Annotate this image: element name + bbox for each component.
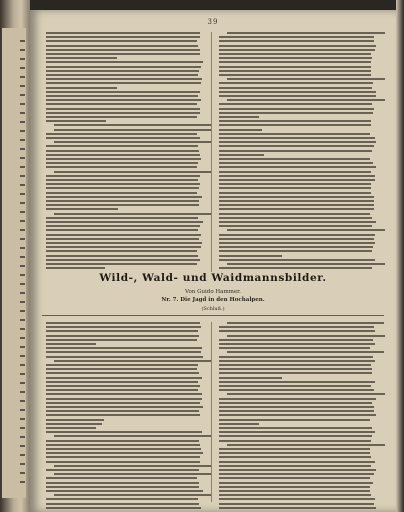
gutter-text-fragment: [20, 130, 25, 132]
gutter-text-fragment: [20, 58, 25, 60]
gutter-text-fragment: [20, 409, 25, 411]
text-line: [46, 393, 202, 395]
gutter-text-fragment: [20, 427, 25, 429]
text-line: [46, 192, 197, 194]
gutter-text-fragment: [20, 94, 25, 96]
text-line: [46, 398, 202, 400]
text-line: [46, 469, 199, 471]
text-line: [219, 70, 371, 72]
text-line: [46, 217, 198, 219]
page-edge-shadow: [396, 0, 404, 512]
text-line: [46, 406, 203, 408]
gutter-text-fragment: [20, 301, 25, 303]
article-title: Wild-, Wald- und Waidmannsbilder.: [99, 272, 327, 284]
gutter-text-fragment: [20, 238, 25, 240]
text-line: [219, 246, 373, 248]
text-line: [219, 154, 264, 156]
text-line: [46, 70, 199, 72]
text-line: [219, 431, 375, 433]
text-line: [219, 473, 374, 475]
gutter-text-fragment: [20, 283, 25, 285]
article-author: Von Guido Hammer.: [185, 289, 241, 295]
gutter-text-fragment: [20, 463, 25, 465]
text-line: [46, 452, 203, 454]
gutter-text-fragment: [20, 328, 25, 330]
text-line: [46, 162, 198, 164]
gutter-text-fragment: [20, 193, 25, 195]
text-line: [219, 381, 375, 383]
text-line: [219, 330, 375, 332]
text-line: [46, 154, 200, 156]
text-line: [219, 469, 376, 471]
text-line: [46, 40, 197, 42]
text-line: [46, 108, 200, 110]
article-section: Nr. 7. Die Jagd in den Hochalpen.: [161, 297, 265, 303]
text-line: [219, 503, 374, 505]
gutter-text-fragment: [20, 454, 25, 456]
text-line: [46, 183, 200, 185]
text-line: [54, 360, 212, 362]
text-line: [219, 347, 370, 349]
text-line: [227, 322, 384, 324]
text-line: [46, 461, 200, 463]
gutter-text-fragment: [20, 121, 25, 123]
text-line: [219, 494, 371, 496]
text-line: [219, 238, 374, 240]
gutter-text-fragment: [20, 265, 25, 267]
text-line: [46, 423, 102, 425]
text-line: [46, 120, 106, 122]
text-line: [46, 179, 198, 181]
text-line: [54, 129, 212, 131]
column-divider: [211, 32, 212, 272]
text-line: [46, 482, 199, 484]
gutter-text-fragment: [20, 364, 25, 366]
gutter-text-fragment: [20, 85, 25, 87]
text-column-right-bottom: [219, 322, 377, 507]
gutter-text-fragment: [20, 148, 25, 150]
text-line: [46, 66, 201, 68]
text-line: [227, 32, 385, 34]
text-column-right-top: [219, 32, 377, 287]
gutter-text-fragment: [20, 103, 25, 105]
gutter-text-fragment: [20, 481, 25, 483]
text-line: [219, 461, 375, 463]
text-line: [219, 406, 374, 408]
text-line: [46, 221, 203, 223]
text-line: [219, 183, 371, 185]
text-line: [219, 57, 372, 59]
text-line: [46, 45, 198, 47]
gutter-text-fragment: [20, 256, 25, 258]
text-line: [54, 171, 212, 173]
gutter-text-fragment: [20, 166, 25, 168]
text-line: [46, 440, 199, 442]
text-line: [46, 238, 199, 240]
text-line: [219, 486, 370, 488]
text-line: [46, 410, 199, 412]
text-line: [219, 339, 373, 341]
gutter-text-fragment: [20, 400, 25, 402]
text-column-left-top: [46, 32, 204, 287]
text-line: [46, 503, 199, 505]
text-line: [219, 124, 371, 126]
text-line: [46, 78, 202, 80]
text-line: [46, 196, 202, 198]
text-line: [46, 53, 200, 55]
text-line: [46, 74, 198, 76]
text-line: [219, 440, 371, 442]
text-line: [46, 150, 199, 152]
text-line: [46, 347, 202, 349]
text-line: [219, 398, 376, 400]
text-line: [46, 187, 199, 189]
text-line: [219, 61, 371, 63]
text-line: [219, 74, 371, 76]
text-line: [219, 204, 374, 206]
text-line: [54, 124, 212, 126]
article-continuation: (Schluß.): [201, 306, 225, 312]
text-line: [46, 250, 197, 252]
text-line: [46, 377, 202, 379]
text-line: [219, 208, 374, 210]
text-line: [219, 129, 262, 131]
text-line: [46, 330, 198, 332]
gutter-text-fragment: [20, 319, 25, 321]
gutter-text-fragment: [20, 292, 25, 294]
text-line: [219, 242, 375, 244]
text-line: [46, 498, 198, 500]
text-line: [219, 423, 259, 425]
gutter-text-fragment: [20, 40, 25, 42]
text-line: [54, 494, 212, 496]
text-line: [46, 490, 203, 492]
text-line: [227, 99, 385, 101]
gutter-text-fragment: [20, 76, 25, 78]
gutter-text-fragment: [20, 355, 25, 357]
text-line: [46, 326, 201, 328]
gutter-text-fragment: [20, 202, 25, 204]
text-line: [46, 335, 199, 337]
text-line: [46, 402, 200, 404]
text-line: [219, 217, 372, 219]
text-line: [46, 263, 197, 265]
text-line: [219, 343, 375, 345]
text-line: [227, 444, 385, 446]
text-line: [219, 498, 375, 500]
text-line: [219, 364, 371, 366]
text-line: [46, 36, 200, 38]
text-line: [46, 137, 200, 139]
text-line: [219, 116, 259, 118]
text-line: [46, 49, 200, 51]
text-line: [46, 259, 200, 261]
text-line: [219, 166, 376, 168]
text-line: [227, 335, 385, 337]
text-line: [219, 87, 372, 89]
text-line: [219, 221, 376, 223]
text-line: [219, 402, 372, 404]
gutter-text-fragment: [20, 67, 25, 69]
text-line: [219, 465, 371, 467]
text-line: [219, 200, 374, 202]
text-line: [219, 435, 372, 437]
text-line: [46, 343, 96, 345]
text-line: [219, 234, 375, 236]
text-line: [46, 456, 200, 458]
text-line: [219, 150, 372, 152]
text-line: [46, 385, 200, 387]
text-line: [219, 49, 375, 51]
text-line: [219, 255, 282, 257]
gutter-text-fragment: [20, 472, 25, 474]
text-line: [46, 427, 96, 429]
gutter-text-fragment: [20, 247, 25, 249]
text-line: [46, 158, 201, 160]
text-line: [219, 452, 370, 454]
gutter-text-fragment: [20, 274, 25, 276]
text-line: [46, 61, 203, 63]
text-line: [54, 213, 211, 215]
text-line: [46, 91, 200, 93]
text-line: [46, 225, 200, 227]
text-line: [219, 490, 370, 492]
gutter-text-fragment: [20, 184, 25, 186]
text-line: [219, 66, 371, 68]
gutter-text-fragment: [20, 220, 25, 222]
text-line: [46, 82, 201, 84]
document-page: [30, 10, 396, 512]
text-line: [46, 486, 199, 488]
gutter-text-fragment: [20, 391, 25, 393]
text-line: [219, 507, 376, 509]
text-line: [219, 213, 370, 215]
gutter-text-fragment: [20, 382, 25, 384]
text-line: [46, 381, 198, 383]
text-line: [219, 171, 371, 173]
text-line: [227, 78, 385, 80]
text-line: [219, 356, 373, 358]
text-line: [227, 393, 385, 395]
text-line: [219, 419, 370, 421]
gutter-text-fragment: [20, 346, 25, 348]
text-line: [219, 108, 374, 110]
gutter-text-fragment: [20, 418, 25, 420]
text-line: [219, 385, 371, 387]
text-line: [219, 103, 372, 105]
text-line: [219, 95, 376, 97]
text-line: [219, 410, 374, 412]
gutter-text-fragment: [20, 436, 25, 438]
column-divider-lower: [211, 322, 212, 502]
text-line: [46, 145, 198, 147]
text-line: [46, 103, 197, 105]
text-line: [46, 133, 197, 135]
page-number: 39: [207, 18, 219, 26]
text-line: [46, 95, 198, 97]
text-line: [219, 192, 371, 194]
text-line: [46, 368, 197, 370]
text-line: [46, 175, 200, 177]
text-line: [46, 112, 200, 114]
text-line: [46, 99, 201, 101]
text-line: [46, 351, 201, 353]
text-line: [46, 372, 199, 374]
text-line: [219, 360, 375, 362]
text-line: [46, 116, 197, 118]
text-line: [46, 507, 201, 509]
text-column-left-bottom: [46, 322, 204, 507]
text-line: [46, 242, 202, 244]
text-line: [46, 364, 198, 366]
text-line: [219, 53, 371, 55]
text-line: [46, 204, 199, 206]
text-line: [219, 45, 376, 47]
gutter-text-fragment: [20, 337, 25, 339]
text-line: [46, 414, 200, 416]
gutter-text-fragment: [20, 373, 25, 375]
text-line: [219, 477, 370, 479]
text-line: [46, 339, 197, 341]
text-line: [219, 372, 372, 374]
text-line: [46, 448, 201, 450]
text-line: [46, 477, 197, 479]
gutter-text-fragment: [20, 445, 25, 447]
text-line: [54, 473, 212, 475]
text-line: [46, 229, 198, 231]
text-line: [219, 225, 372, 227]
text-line: [219, 158, 370, 160]
text-line: [219, 389, 374, 391]
title-rule: [42, 315, 384, 316]
text-line: [219, 137, 375, 139]
text-line: [46, 267, 105, 269]
text-line: [46, 87, 117, 89]
gutter-text-fragment: [20, 211, 25, 213]
gutter-text-fragment: [20, 157, 25, 159]
gutter-text-fragment: [20, 112, 25, 114]
text-line: [219, 91, 376, 93]
text-line: [219, 187, 371, 189]
text-line: [46, 322, 200, 324]
text-line: [227, 351, 384, 353]
text-line: [219, 175, 375, 177]
text-line: [46, 57, 117, 59]
text-line: [219, 133, 370, 135]
gutter-text-fragment: [20, 229, 25, 231]
text-line: [219, 145, 374, 147]
text-line: [219, 162, 373, 164]
text-line: [46, 444, 200, 446]
book-gutter: [0, 0, 30, 512]
text-line: [219, 40, 374, 42]
text-line: [54, 435, 212, 437]
text-line: [219, 250, 372, 252]
text-line: [219, 368, 372, 370]
text-line: [54, 465, 212, 467]
text-line: [46, 255, 198, 257]
text-line: [219, 259, 375, 261]
text-line: [219, 112, 373, 114]
text-line: [219, 267, 372, 269]
text-line: [46, 246, 201, 248]
text-line: [219, 82, 373, 84]
text-line: [219, 377, 282, 379]
text-line: [219, 482, 373, 484]
text-line: [46, 200, 199, 202]
text-line: [219, 36, 374, 38]
text-line: [46, 208, 118, 210]
text-line: [219, 326, 374, 328]
gutter-text-fragment: [20, 310, 25, 312]
text-line: [46, 166, 197, 168]
text-line: [219, 196, 374, 198]
text-line: [219, 179, 375, 181]
text-line: [219, 120, 371, 122]
text-line: [227, 229, 385, 231]
text-line: [46, 419, 104, 421]
text-line: [219, 456, 371, 458]
text-line: [219, 414, 376, 416]
text-line: [227, 263, 385, 265]
text-line: [46, 32, 200, 34]
text-line: [219, 427, 372, 429]
text-line: [46, 389, 198, 391]
gutter-text-fragment: [20, 139, 25, 141]
text-line: [46, 356, 203, 358]
gutter-text-fragment: [20, 49, 25, 51]
text-line: [219, 448, 370, 450]
gutter-text-fragment: [20, 175, 25, 177]
text-line: [46, 431, 202, 433]
text-line: [219, 141, 376, 143]
text-line: [54, 141, 212, 143]
text-line: [46, 234, 201, 236]
